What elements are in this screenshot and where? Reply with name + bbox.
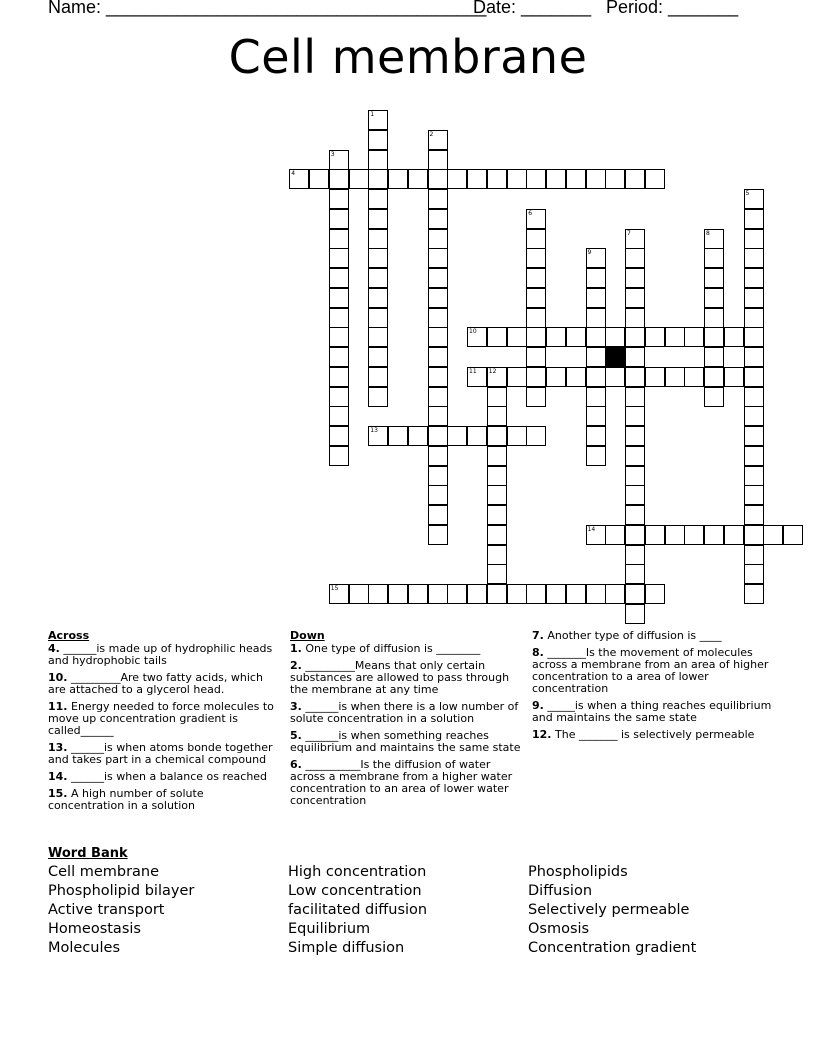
crossword-cell[interactable]	[625, 308, 645, 328]
clue-text: The _______ is selectively permeable	[551, 728, 755, 741]
clue-number-label: 6.	[290, 758, 302, 771]
crossword-cell[interactable]	[526, 327, 546, 347]
crossword-cell[interactable]	[625, 525, 645, 545]
word-bank-item: Equilibrium	[288, 921, 371, 937]
crossword-cell[interactable]	[665, 525, 685, 545]
clue-number: 5	[745, 190, 750, 197]
clue-number: 2	[429, 130, 434, 138]
clue-item	[48, 771, 280, 783]
crossword-cell[interactable]	[744, 209, 764, 229]
crossword-cell[interactable]	[329, 426, 349, 446]
crossword-cell[interactable]	[546, 367, 566, 387]
crossword-cell[interactable]	[744, 406, 764, 426]
crossword-cell[interactable]	[625, 466, 645, 486]
crossword-cell[interactable]	[428, 248, 448, 268]
crossword-cell[interactable]	[487, 387, 507, 407]
crossword-cell[interactable]	[586, 367, 606, 387]
crossword-cell[interactable]	[349, 169, 369, 189]
crossword-cell[interactable]	[428, 327, 448, 347]
crossword-cell[interactable]	[329, 209, 349, 229]
crossword-cell[interactable]	[625, 426, 645, 446]
crossword-cell[interactable]	[428, 505, 448, 525]
crossword-cell[interactable]	[704, 367, 724, 387]
crossword-cell[interactable]	[487, 545, 507, 565]
crossword-cell[interactable]	[724, 327, 744, 347]
crossword-cell[interactable]	[744, 446, 764, 466]
clue-number-label: 11.	[48, 700, 68, 713]
crossword-cell[interactable]	[625, 268, 645, 288]
crossword-cell[interactable]	[665, 367, 685, 387]
crossword-cell[interactable]	[586, 426, 606, 446]
clue-number-label: 10.	[48, 671, 68, 684]
word-bank-item: Simple diffusion	[288, 940, 405, 956]
clue-number-label: 14.	[48, 770, 68, 783]
crossword-cell[interactable]	[329, 347, 349, 367]
clue-number-label: 13.	[48, 741, 68, 754]
across-clues	[48, 630, 280, 817]
clue-item	[48, 701, 280, 737]
word-bank-item: Osmosis	[528, 921, 590, 937]
crossword-cell[interactable]	[329, 288, 349, 308]
word-bank-item: High concentration	[288, 864, 427, 880]
crossword-cell[interactable]	[368, 268, 388, 288]
crossword-cell[interactable]	[487, 406, 507, 426]
crossword-cell[interactable]	[368, 308, 388, 328]
crossword-cell[interactable]	[428, 189, 448, 209]
crossword-cell[interactable]	[625, 387, 645, 407]
crossword-cell[interactable]	[368, 387, 388, 407]
word-bank-item: facilitated diffusion	[288, 902, 428, 918]
crossword-cell[interactable]	[744, 248, 764, 268]
crossword-cell[interactable]	[625, 327, 645, 347]
crossword-cell[interactable]	[428, 308, 448, 328]
down-heading: Down	[290, 629, 325, 642]
clue-number: 12	[488, 367, 497, 375]
clue-text: ______is when a balance os reached	[67, 770, 268, 783]
crossword-cell[interactable]	[645, 327, 665, 347]
clue-number: 1	[370, 111, 375, 118]
crossword-cell[interactable]	[526, 248, 546, 268]
crossword-cell[interactable]	[586, 387, 606, 407]
crossword-cell[interactable]	[744, 545, 764, 565]
crossword-cell[interactable]	[704, 248, 724, 268]
crossword-cell[interactable]	[368, 367, 388, 387]
crossword-cell[interactable]	[487, 446, 507, 466]
crossword-cell[interactable]	[625, 367, 645, 387]
crossword-cell[interactable]	[744, 387, 764, 407]
crossword-cell[interactable]	[566, 584, 586, 604]
word-bank-item: Phospholipid bilayer	[48, 883, 195, 899]
word-bank-item: Concentration gradient	[528, 940, 697, 956]
clue-item	[532, 700, 772, 724]
crossword-cell[interactable]	[428, 209, 448, 229]
crossword-cell[interactable]	[645, 584, 665, 604]
crossword-cell[interactable]	[368, 248, 388, 268]
word-bank-item: Cell membrane	[48, 864, 160, 880]
crossword-cell[interactable]	[507, 426, 527, 446]
clue-number-label: 1.	[290, 642, 302, 655]
crossword-cell[interactable]	[744, 485, 764, 505]
crossword-cell[interactable]	[428, 169, 448, 189]
clue-number-label: 2.	[290, 659, 302, 672]
crossword-cell[interactable]	[507, 169, 527, 189]
crossword-cell[interactable]	[744, 505, 764, 525]
clue-text: _______Is the movement of molecules across a membrane from an area of higher concentration to a area of lower concentration	[532, 646, 769, 695]
clue-item	[290, 660, 526, 696]
crossword-cell[interactable]	[487, 466, 507, 486]
clue-number: 9	[587, 249, 592, 257]
crossword-cell[interactable]	[329, 169, 349, 189]
crossword-cell[interactable]	[744, 347, 764, 367]
crossword-cell[interactable]	[704, 387, 724, 407]
clue-text: ______is when there is a low number of solute concentration in a solution	[290, 700, 519, 725]
crossword-cell[interactable]	[368, 209, 388, 229]
crossword-cell[interactable]	[744, 564, 764, 584]
clue-number-label: 3.	[290, 700, 302, 713]
clue-item	[290, 730, 526, 754]
crossword-cell[interactable]	[467, 584, 487, 604]
clue-item	[532, 647, 772, 695]
clue-item	[532, 630, 772, 642]
crossword-cell[interactable]	[428, 525, 448, 545]
clue-number-label: 4.	[48, 642, 60, 655]
crossword-cell[interactable]	[744, 229, 764, 249]
crossword-cell[interactable]	[526, 367, 546, 387]
crossword-cell[interactable]	[625, 584, 645, 604]
clue-number: 6	[528, 209, 533, 217]
crossword-cell[interactable]	[408, 584, 428, 604]
crossword-cell[interactable]	[566, 367, 586, 387]
clue-number-label: 7.	[532, 629, 544, 642]
crossword-cell[interactable]	[487, 564, 507, 584]
crossword-cell[interactable]	[428, 406, 448, 426]
crossword-cell[interactable]	[586, 327, 606, 347]
crossword-cell[interactable]	[744, 525, 764, 545]
crossword-cell[interactable]	[586, 584, 606, 604]
clue-text: _________Means that only certain substances are allowed to pass through the membrane at any time	[290, 659, 510, 696]
crossword-cell[interactable]	[586, 308, 606, 328]
down-clues	[290, 630, 526, 812]
crossword-cell[interactable]	[368, 189, 388, 209]
crossword-cell[interactable]	[546, 327, 566, 347]
crossword-cell[interactable]	[487, 525, 507, 545]
crossword-cell[interactable]	[566, 169, 586, 189]
crossword-cell[interactable]	[665, 327, 685, 347]
crossword-cell[interactable]	[625, 446, 645, 466]
clue-text: ______is when atoms bonde together and takes part in a chemical compound	[48, 741, 273, 766]
crossword-cell[interactable]	[408, 169, 428, 189]
crossword-cell[interactable]	[744, 327, 764, 347]
crossword-cell[interactable]	[586, 347, 606, 367]
crossword-cell[interactable]	[329, 327, 349, 347]
crossword-cell[interactable]	[586, 288, 606, 308]
crossword-cell[interactable]	[447, 169, 467, 189]
date-field-label: Date: _______	[473, 0, 592, 17]
crossword-cell[interactable]	[329, 248, 349, 268]
crossword-cell[interactable]	[487, 584, 507, 604]
clue-number-label: 8.	[532, 646, 544, 659]
crossword-cell[interactable]	[428, 446, 448, 466]
crossword-cell[interactable]	[368, 347, 388, 367]
clue-number: 14	[587, 525, 596, 533]
crossword-cell[interactable]	[526, 584, 546, 604]
crossword-cell[interactable]	[625, 505, 645, 525]
crossword-cell[interactable]	[526, 387, 546, 407]
clue-item	[290, 701, 526, 725]
crossword-cell[interactable]	[625, 288, 645, 308]
crossword-cell[interactable]	[526, 308, 546, 328]
clue-number: 10	[469, 328, 477, 336]
crossword-cell[interactable]	[447, 584, 467, 604]
clue-number: 8	[706, 229, 710, 237]
word-bank-item: Molecules	[48, 940, 120, 956]
crossword-cell[interactable]	[329, 189, 349, 209]
crossword-cell[interactable]	[368, 327, 388, 347]
crossword-cell[interactable]	[329, 446, 349, 466]
name-field-label: Name: ______________________________________	[48, 0, 487, 17]
crossword-cell[interactable]	[487, 169, 507, 189]
crossword-cell[interactable]	[428, 150, 448, 170]
crossword-cell[interactable]	[467, 426, 487, 446]
crossword-cell[interactable]	[526, 288, 546, 308]
crossword-cell[interactable]	[428, 426, 448, 446]
crossword-cell[interactable]	[586, 268, 606, 288]
crossword-cell[interactable]	[625, 248, 645, 268]
crossword-cell[interactable]	[586, 446, 606, 466]
crossword-cell[interactable]	[605, 327, 625, 347]
clue-number: 4	[291, 170, 296, 178]
crossword-cell[interactable]	[368, 150, 388, 170]
crossword-cell[interactable]	[704, 288, 724, 308]
crossword-cell[interactable]	[487, 485, 507, 505]
crossword-cell[interactable]	[368, 584, 388, 604]
crossword-cell[interactable]	[329, 406, 349, 426]
period-field-label: Period: _______	[606, 0, 739, 17]
crossword-cell[interactable]	[605, 367, 625, 387]
crossword-cell[interactable]	[566, 327, 586, 347]
word-bank-item: Homeostasis	[48, 921, 141, 937]
crossword-cell[interactable]	[329, 387, 349, 407]
crossword-cell[interactable]	[704, 525, 724, 545]
word-bank-column	[288, 863, 427, 958]
crossword-cell[interactable]	[605, 169, 625, 189]
crossword-cell[interactable]	[329, 268, 349, 288]
crossword-cell[interactable]	[368, 130, 388, 150]
crossword-cell[interactable]	[744, 466, 764, 486]
crossword-cell[interactable]	[428, 485, 448, 505]
clue-number-label: 15.	[48, 787, 68, 800]
crossword-cell[interactable]	[625, 604, 645, 624]
word-bank-column	[48, 863, 194, 958]
crossword-cell[interactable]	[605, 525, 625, 545]
clue-number-label: 5.	[290, 729, 302, 742]
crossword-cell[interactable]	[684, 525, 704, 545]
crossword-cell[interactable]	[487, 426, 507, 446]
crossword-cell[interactable]	[625, 406, 645, 426]
crossword-cell[interactable]	[428, 347, 448, 367]
crossword-cell[interactable]	[546, 584, 566, 604]
clue-number: 3	[330, 150, 335, 158]
across-heading: Across	[48, 629, 90, 642]
crossword-cell[interactable]	[368, 229, 388, 249]
crossword-cell[interactable]	[645, 367, 665, 387]
crossword-cell[interactable]	[467, 169, 487, 189]
clue-number: 15	[330, 585, 339, 592]
word-bank-item: Diffusion	[528, 883, 593, 899]
crossword-cell[interactable]	[763, 525, 783, 545]
crossword-cell[interactable]	[704, 308, 724, 328]
crossword-cell[interactable]	[428, 584, 448, 604]
crossword-cell[interactable]	[586, 406, 606, 426]
down-clues-continued	[532, 630, 772, 746]
clue-number-label: 12.	[532, 728, 552, 741]
crossword-cell[interactable]	[447, 426, 467, 446]
crossword-cell[interactable]	[428, 387, 448, 407]
page-title: Cell membrane	[228, 30, 588, 84]
crossword-cell[interactable]	[368, 169, 388, 189]
crossword-cell[interactable]	[368, 288, 388, 308]
crossword-cell[interactable]	[744, 367, 764, 387]
crossword-cell[interactable]	[783, 525, 803, 545]
clue-number: 11	[469, 367, 477, 375]
crossword-cell[interactable]	[526, 169, 546, 189]
crossword-cell[interactable]	[704, 327, 724, 347]
crossword-cell[interactable]	[388, 426, 408, 446]
word-bank-title: Word Bank	[48, 846, 128, 861]
clue-text: _____is when a thing reaches equilibrium and maintains the same state	[532, 699, 772, 724]
crossword-cell[interactable]	[526, 426, 546, 446]
crossword-cell[interactable]	[507, 367, 527, 387]
crossword-cell[interactable]	[684, 367, 704, 387]
crossword-cell[interactable]	[744, 288, 764, 308]
crossword-cell[interactable]	[744, 426, 764, 446]
crossword-cell[interactable]	[526, 229, 546, 249]
clue-text: One type of diffusion is ________	[301, 642, 481, 655]
word-bank-item: Low concentration	[288, 883, 422, 899]
crossword-cell[interactable]	[744, 268, 764, 288]
crossword-cell[interactable]	[388, 169, 408, 189]
crossword-cell[interactable]	[329, 229, 349, 249]
crossword-cell[interactable]	[487, 327, 507, 347]
clue-item	[290, 643, 526, 655]
word-bank-item: Phospholipids	[528, 864, 628, 880]
word-bank-item: Active transport	[48, 902, 165, 918]
crossword-cell[interactable]	[704, 268, 724, 288]
clue-item	[48, 672, 280, 696]
crossword-cell[interactable]	[704, 347, 724, 367]
clue-text: Energy needed to force molecules to move up concentration gradient is called______	[48, 700, 274, 737]
crossword-cell[interactable]	[388, 584, 408, 604]
crossword-cell[interactable]	[744, 584, 764, 604]
clue-text: ______is when something reaches equilibrium and maintains the same state	[290, 729, 521, 754]
clue-item	[48, 788, 280, 812]
crossword-cell[interactable]	[526, 347, 546, 367]
crossword-cell[interactable]	[428, 288, 448, 308]
crossword-cell[interactable]	[329, 367, 349, 387]
clue-number: 13	[370, 427, 378, 434]
clue-text: A high number of solute concentration in a solution	[48, 787, 204, 812]
crossword-cell[interactable]	[586, 169, 606, 189]
word-bank-column	[528, 863, 696, 958]
black-cell	[605, 347, 625, 367]
clue-text: Another type of diffusion is ____	[543, 629, 722, 642]
crossword-cell[interactable]	[487, 505, 507, 525]
crossword-cell[interactable]	[625, 564, 645, 584]
crossword-cell[interactable]	[349, 584, 369, 604]
crossword-cell[interactable]	[309, 169, 329, 189]
crossword-cell[interactable]	[625, 347, 645, 367]
crossword-cell[interactable]	[744, 308, 764, 328]
crossword-cell[interactable]	[408, 426, 428, 446]
crossword-cell[interactable]	[645, 169, 665, 189]
clue-item	[48, 742, 280, 766]
crossword-cell[interactable]	[507, 327, 527, 347]
clue-text: __________Is the diffusion of water across a membrane from a higher water concentration to an area of lower water concentration	[290, 758, 513, 807]
crossword-cell[interactable]	[428, 466, 448, 486]
crossword-cell[interactable]	[428, 229, 448, 249]
crossword-cell[interactable]	[428, 268, 448, 288]
crossword-cell[interactable]	[526, 268, 546, 288]
clue-text: ______is made up of hydrophilic heads and hydrophobic tails	[48, 642, 273, 667]
crossword-cell[interactable]	[645, 525, 665, 545]
word-bank-item: Selectively permeable	[528, 902, 690, 918]
clue-item	[290, 759, 526, 807]
crossword-cell[interactable]	[507, 584, 527, 604]
crossword-cell[interactable]	[625, 169, 645, 189]
clue-item	[48, 643, 280, 667]
crossword-cell[interactable]	[625, 545, 645, 565]
crossword-cell[interactable]	[724, 367, 744, 387]
clue-text: _________Are two fatty acids, which are attached to a glycerol head.	[48, 671, 263, 696]
crossword-cell[interactable]	[329, 308, 349, 328]
crossword-cell[interactable]	[605, 584, 625, 604]
clue-number: 7	[627, 229, 631, 237]
crossword-cell[interactable]	[546, 169, 566, 189]
crossword-cell[interactable]	[625, 485, 645, 505]
crossword-cell[interactable]	[724, 525, 744, 545]
clue-item	[532, 729, 772, 741]
clue-number-label: 9.	[532, 699, 544, 712]
crossword-cell[interactable]	[684, 327, 704, 347]
crossword-cell[interactable]	[428, 367, 448, 387]
